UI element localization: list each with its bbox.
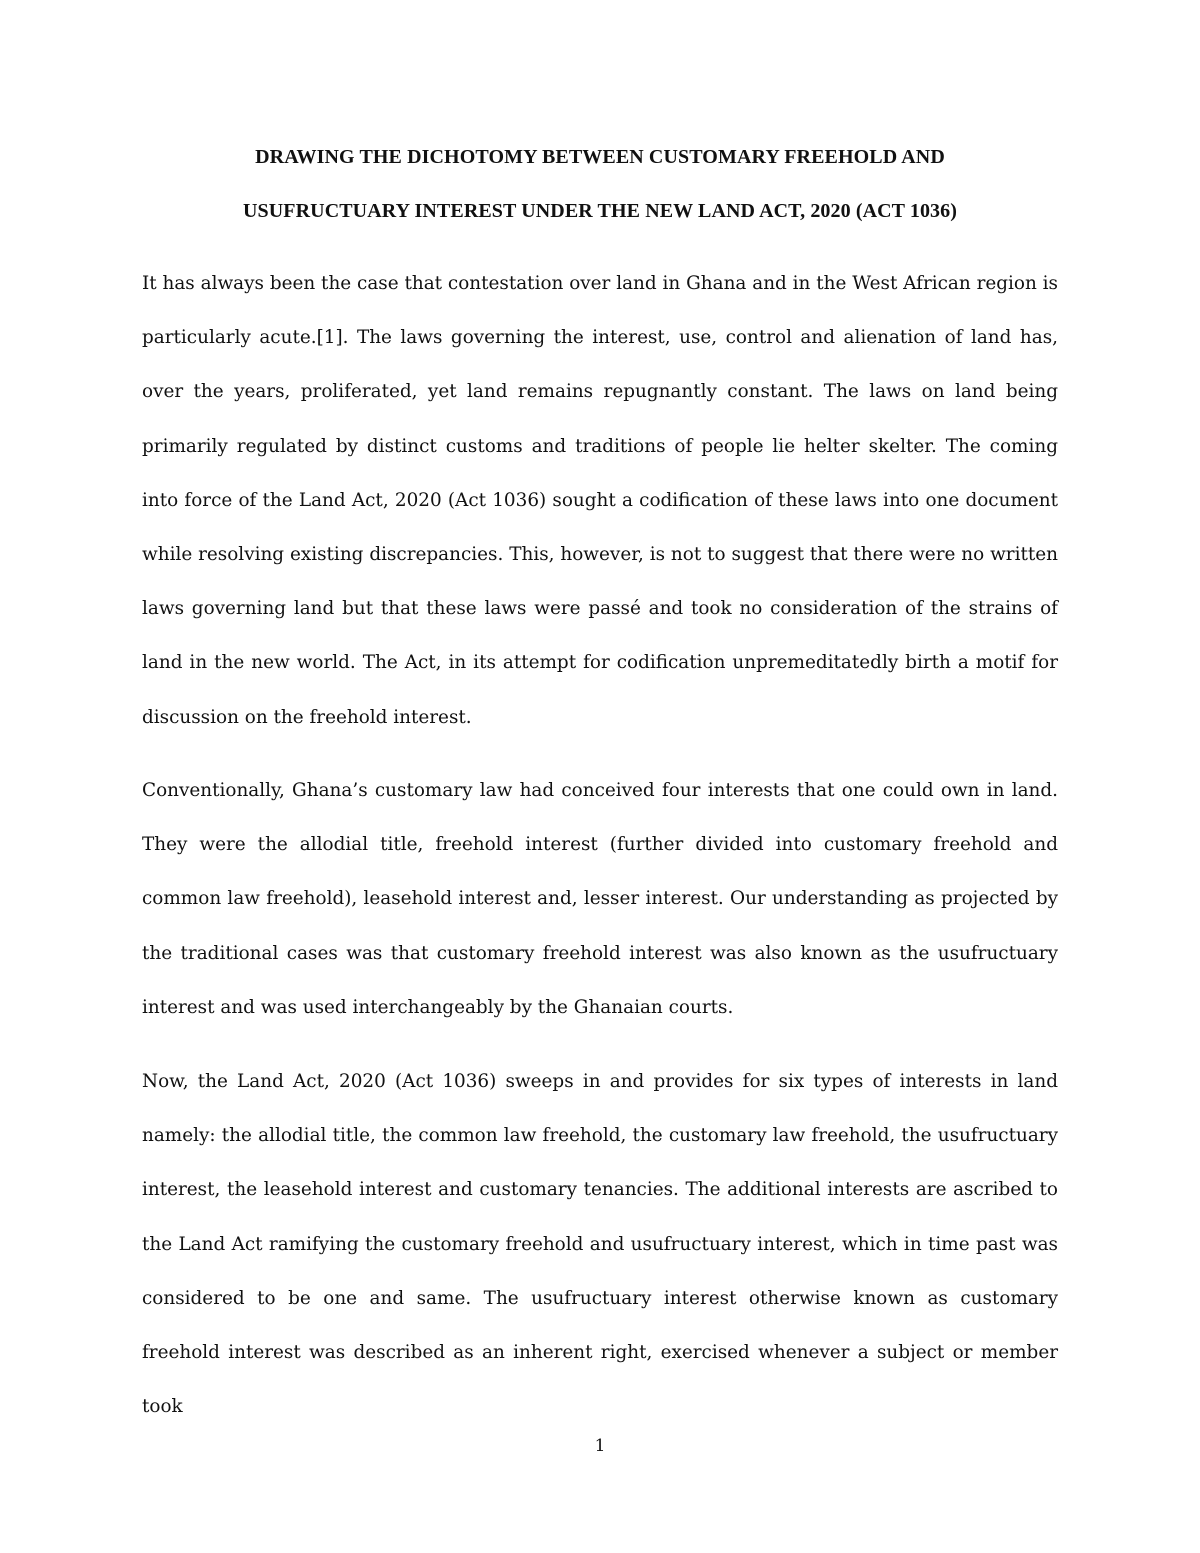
- document-title-line-1: DRAWING THE DICHOTOMY BETWEEN CUSTOMARY FREEHOLD AND: [255, 146, 945, 168]
- body-paragraph-3: Now, the Land Act, 2020 (Act 1036) sweeps in and provides for six types of interests in land namely: the allodial title, the common law freehold, the customary law freehold, the usufructuary interest, the leasehold interest and customary tenancies. The additional interests are ascribed to the Land Act ramifying the customary freehold and usufructuary interest, which in time past was considered to be one and same. The usufructuary interest otherwise known as customary freehold interest was described as an inherent right, exercised whenever a subject or member took: [142, 1071, 1058, 1418]
- document-title-line-2: USUFRUCTUARY INTEREST UNDER THE NEW LAND ACT, 2020 (ACT 1036): [242, 200, 958, 222]
- body-paragraph-2: Conventionally, Ghana’s customary law had conceived four interests that one could own in land. They were the allodial title, freehold interest (further divided into customary freehold and common law freehold), leasehold interest and, lesser interest. Our understanding as projected by the traditional cases was that customary freehold interest was also known as the usufructuary interest and was used interchangeably by the Ghanaian courts.: [142, 780, 1058, 1018]
- body-paragraph-1: It has always been the case that contestation over land in Ghana and in the West African region is particularly acute.[1]. The laws governing the interest, use, control and alienation of land has, over the years, proliferated, yet land remains repugnantly constant. The laws on land being primarily regulated by distinct customs and traditions of people lie helter skelter. The coming into force of the Land Act, 2020 (Act 1036) sought a codification of these laws into one document while resolving existing discrepancies. This, however, is not to suggest that there were no written laws governing land but that these laws were passé and took no consideration of the strains of land in the new world. The Act, in its attempt for codification unpremeditatedly birth a motif for discussion on the freehold interest.: [142, 273, 1058, 728]
- page-number: 1: [594, 1436, 606, 1456]
